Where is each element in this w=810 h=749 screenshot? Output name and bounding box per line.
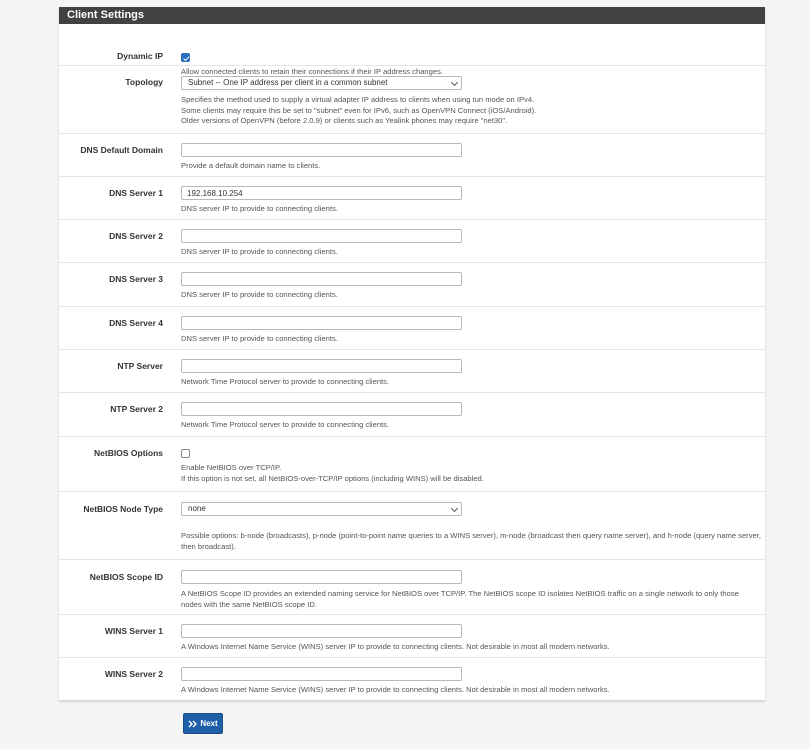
panel-title: Client Settings (59, 7, 765, 24)
netbios-node-type-label: NetBIOS Node Type (83, 504, 163, 514)
netbios-scope-id-field (181, 570, 761, 610)
dns-server-3-label: DNS Server 3 (109, 274, 163, 284)
dynamic-ip-label: Dynamic IP (117, 51, 163, 61)
ntp-server-2-field (181, 402, 761, 431)
dns-server-4-input[interactable] (181, 316, 462, 330)
wins-server-2-input[interactable] (181, 667, 462, 681)
ntp-server-help: Network Time Protocol server to provide to connecting clients. (181, 377, 390, 386)
row-netbios-options (59, 437, 765, 492)
ntp-server-label: NTP Server (117, 361, 163, 371)
wins-server-1-input[interactable] (181, 624, 462, 638)
ntp-server-input[interactable] (181, 359, 462, 373)
row-netbios-scope-id (59, 560, 765, 615)
row-dns-server-2 (59, 220, 765, 263)
dns-server-2-input[interactable] (181, 229, 462, 243)
dns-server-1-label: DNS Server 1 (109, 188, 163, 198)
topology-help (181, 95, 761, 127)
netbios-options-label: NetBIOS Options (94, 448, 163, 458)
wins-server-2-help: A Windows Internet Name Service (WINS) server IP to provide to connecting clients. Not desirable in most all modern networks. (181, 685, 610, 694)
dns-server-2-help: DNS server IP to provide to connecting clients. (181, 247, 338, 256)
wins-server-2-field (181, 667, 761, 696)
netbios-scope-id-help: A NetBIOS Scope ID provides an extended naming service for NetBIOS over TCP/IP. The NetBIOS scope ID isolates NetBIOS traffic on a single network to only those nodes with the same NetBIOS scope ID. (181, 589, 739, 609)
dns-domain-input[interactable] (181, 143, 462, 157)
dns-domain-field (181, 143, 761, 172)
netbios-node-type-value: none (188, 504, 206, 513)
netbios-options-help-line: Enable NetBIOS over TCP/IP. (181, 463, 282, 472)
row-ntp-server-2 (59, 393, 765, 437)
dns-server-1-field (181, 186, 761, 215)
row-ntp-server (59, 350, 765, 393)
netbios-node-type-help: Possible options: b-node (broadcasts), p-node (point-to-point name queries to a WINS server), m-node (broadcast then query name server), and h-node (query name server, then broadcast). (181, 531, 761, 551)
client-settings-panel (59, 7, 765, 701)
dns-server-1-help: DNS server IP to provide to connecting clients. (181, 204, 338, 213)
row-dns-server-1 (59, 177, 765, 220)
row-dns-server-4 (59, 307, 765, 350)
next-button-label: Next (200, 719, 218, 728)
chevron-down-icon (451, 505, 458, 512)
wins-server-1-label: WINS Server 1 (104, 626, 163, 636)
dns-server-2-field (181, 229, 761, 258)
row-dns-domain (59, 134, 765, 177)
netbios-scope-id-label: NetBIOS Scope ID (89, 572, 163, 582)
netbios-node-type-field (181, 502, 761, 552)
netbios-options-checkbox[interactable] (181, 449, 190, 458)
netbios-node-type-select[interactable] (181, 502, 462, 516)
dns-domain-help: Provide a default domain name to clients. (181, 161, 321, 170)
netbios-scope-id-input[interactable] (181, 570, 462, 584)
row-wins-server-2 (59, 658, 765, 701)
topology-help-line: Some clients may require this be set to "subnet" even for IPv6, such as OpenVPN Connect (iOS/Android). (181, 105, 537, 115)
topology-select[interactable] (181, 76, 462, 90)
dns-server-1-input[interactable] (181, 186, 462, 200)
topology-help-line: Older versions of OpenVPN (before 2.0.9) or clients such as Yealink phones may require "net30". (181, 116, 508, 125)
topology-select-value: Subnet -- One IP address per client in a common subnet (188, 78, 388, 87)
wins-server-1-field (181, 624, 761, 653)
row-topology (59, 66, 765, 134)
row-dynamic-ip (59, 24, 765, 76)
dynamic-ip-checkbox[interactable] (181, 53, 190, 62)
dns-server-4-field (181, 316, 761, 345)
row-netbios-node-type (59, 492, 765, 560)
chevron-down-icon (451, 79, 458, 86)
wins-server-2-label: WINS Server 2 (104, 669, 163, 679)
dns-server-3-field (181, 272, 761, 301)
topology-field (181, 76, 761, 127)
next-button[interactable] (183, 713, 223, 734)
row-dns-server-3 (59, 263, 765, 307)
wins-server-1-help: A Windows Internet Name Service (WINS) server IP to provide to connecting clients. Not desirable in most all modern networks. (181, 642, 610, 651)
dns-domain-label: DNS Default Domain (80, 145, 163, 155)
topology-label: Topology (125, 77, 163, 87)
double-chevron-right-icon (188, 720, 197, 728)
dns-server-2-label: DNS Server 2 (109, 231, 163, 241)
ntp-server-2-help: Network Time Protocol server to provide to connecting clients. (181, 420, 390, 429)
netbios-options-field (181, 449, 761, 484)
dns-server-3-input[interactable] (181, 272, 462, 286)
dns-server-3-help: DNS server IP to provide to connecting clients. (181, 290, 338, 299)
ntp-server-2-label: NTP Server 2 (110, 404, 163, 414)
netbios-options-help (181, 463, 761, 484)
row-wins-server-1 (59, 615, 765, 658)
ntp-server-2-input[interactable] (181, 402, 462, 416)
topology-help-line: Specifies the method used to supply a virtual adapter IP address to clients when using tun mode on IPv4. (181, 95, 535, 104)
dns-server-4-help: DNS server IP to provide to connecting clients. (181, 334, 338, 343)
ntp-server-field (181, 359, 761, 388)
dns-server-4-label: DNS Server 4 (109, 318, 163, 328)
netbios-options-help-line: If this option is not set, all NetBIOS-over-TCP/IP options (including WINS) will be disabled. (181, 473, 484, 483)
dynamic-ip-help: Allow connected clients to retain their connections if their IP address changes. (181, 67, 443, 76)
